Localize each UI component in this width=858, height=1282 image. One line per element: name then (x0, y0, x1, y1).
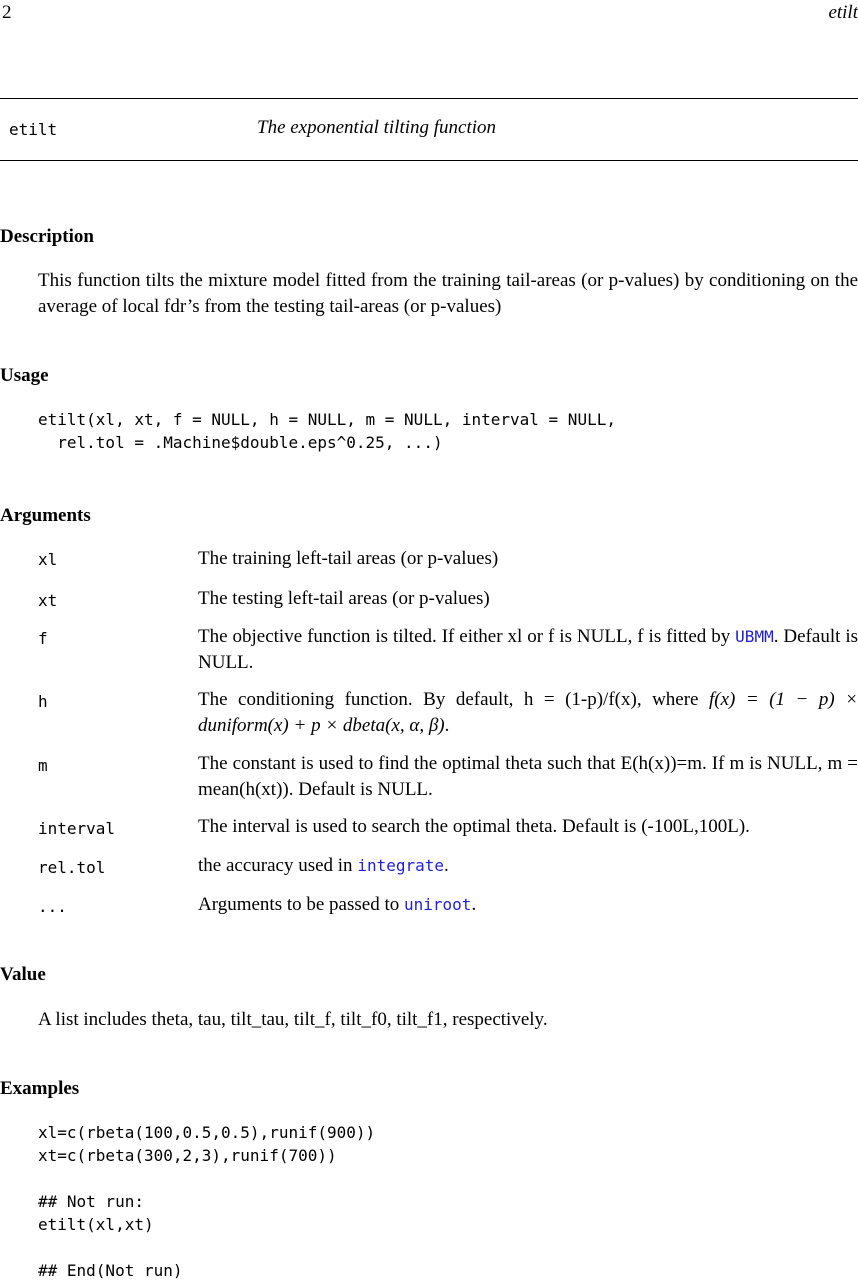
arg-name-xt: xt (38, 591, 58, 610)
running-title: etilt (828, 2, 858, 23)
arg-desc-xt: The testing left-tail areas (or p-values) (198, 588, 490, 609)
arg-desc-h (198, 687, 858, 739)
arg-desc-dots-post: . (471, 894, 477, 915)
arg-name-interval: interval (38, 819, 116, 838)
arg-desc-h-math-a: f(x) = (1 − p) × (709, 689, 858, 710)
arg-desc-h-pre: The conditioning function. By default, h = (1-p)/f(x), where (198, 689, 709, 710)
arg-name-rel-tol: rel.tol (38, 858, 106, 877)
topic-bottom-rule (0, 160, 858, 161)
arg-name-f: f (38, 629, 48, 648)
uniroot-link[interactable]: uniroot (404, 895, 472, 914)
ubmm-link[interactable]: UBMM (735, 627, 774, 646)
value-heading: Value (0, 964, 46, 985)
arg-desc-rel-tol-post: . (444, 855, 449, 876)
arg-name-xl: xl (38, 550, 58, 569)
arg-desc-dots (198, 892, 858, 918)
examples-code: xl=c(rbeta(100,0.5,0.5),runif(900)) xt=c(rbeta(300,2,3),runif(700)) ## Not run: etilt(xl,xt) ## End(Not run) (38, 1123, 376, 1280)
arg-desc-dots-pre: Arguments to be passed to (198, 894, 404, 915)
arg-name-h: h (38, 692, 48, 711)
arg-desc-interval: The interval is used to search the optimal theta. Default is (-100L,100L). (198, 816, 750, 837)
arg-desc-h-math-b: duniform(x) + p × dbeta(x, α, β) (198, 715, 445, 736)
arg-desc-xl: The training left-tail areas (or p-values) (198, 548, 499, 569)
value-text: A list includes theta, tau, tilt_tau, tilt_f, tilt_f0, tilt_f1, respectively. (38, 1009, 548, 1030)
arg-desc-rel-tol (198, 853, 858, 879)
page-number: 2 (2, 2, 12, 23)
arg-desc-f-pre: The objective function is tilted. If either xl or f is NULL, f is fitted by (198, 626, 736, 647)
arg-desc-rel-tol-pre: the accuracy used in (198, 855, 358, 876)
usage-heading: Usage (0, 365, 49, 386)
examples-heading: Examples (0, 1078, 80, 1099)
arg-desc-f (198, 624, 858, 676)
topic-top-rule (0, 98, 858, 99)
topic-title: The exponential tilting function (257, 117, 497, 138)
arg-desc-h-post: . (444, 715, 450, 736)
description-heading: Description (0, 226, 94, 247)
arg-name-m: m (38, 756, 48, 775)
arg-desc-f-post: . Default is NULL. (198, 626, 858, 673)
arg-desc-m: The constant is used to find the optimal theta such that E(h(x))=m. If m is NULL, m = mean(h(xt)). Default is NULL. (198, 753, 858, 800)
arguments-heading: Arguments (0, 505, 91, 526)
topic-name: etilt (9, 120, 58, 139)
arg-name-dots: ... (38, 897, 67, 916)
description-text: This function tilts the mixture model fitted from the training tail-areas (or p-values) by conditioning on the average of local fdr’s from the testing tail-areas (or p-values) (38, 270, 858, 317)
usage-code: etilt(xl, xt, f = NULL, h = NULL, m = NULL, interval = NULL, rel.tol = .Machine$double.eps^0.25, ...) (38, 410, 616, 452)
integrate-link[interactable]: integrate (357, 856, 445, 875)
